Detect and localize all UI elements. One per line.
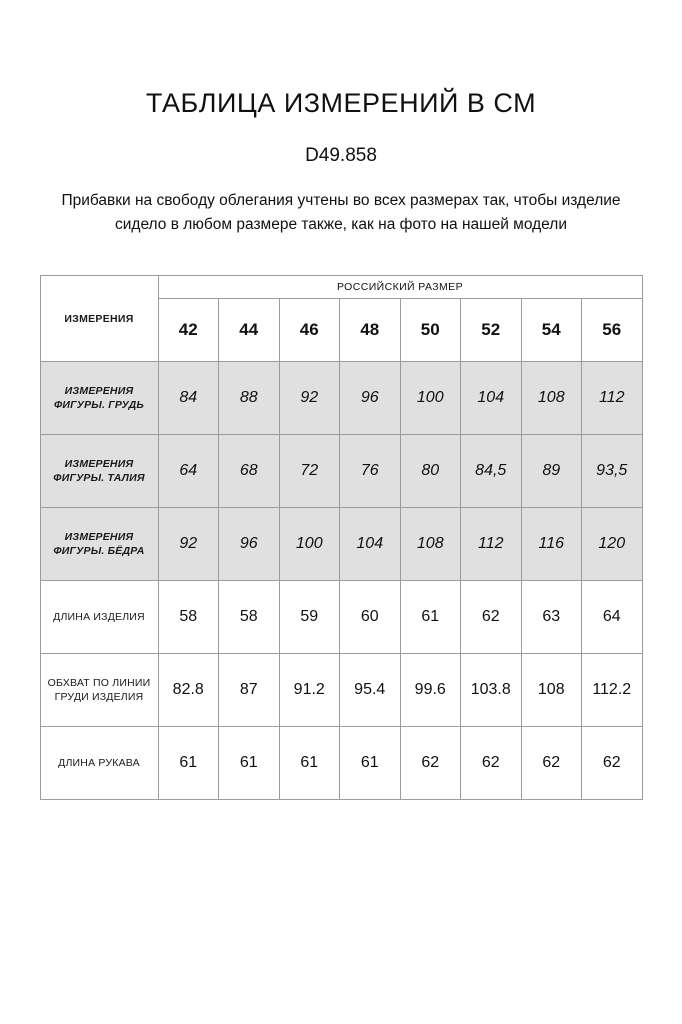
cell-value: 100 — [400, 362, 461, 435]
cell-value: 108 — [400, 508, 461, 581]
size-header-56: 56 — [582, 299, 643, 362]
cell-value: 96 — [340, 362, 401, 435]
cell-value: 95.4 — [340, 654, 401, 727]
row-label: ИЗМЕРЕНИЯ ФИГУРЫ. ТАЛИЯ — [40, 435, 158, 508]
size-table — [40, 275, 643, 800]
cell-value: 80 — [400, 435, 461, 508]
cell-value: 88 — [219, 362, 280, 435]
cell-value: 58 — [219, 581, 280, 654]
row-label: ИЗМЕРЕНИЯ ФИГУРЫ. БЁДРА — [40, 508, 158, 581]
table-group-header-row — [40, 276, 642, 299]
cell-value: 76 — [340, 435, 401, 508]
cell-value: 84 — [158, 362, 219, 435]
cell-value: 87 — [219, 654, 280, 727]
cell-value: 62 — [400, 727, 461, 800]
table-row — [40, 508, 642, 581]
table-row — [40, 654, 642, 727]
size-table-wrapper — [40, 275, 642, 800]
cell-value: 120 — [582, 508, 643, 581]
cell-value: 61 — [279, 727, 340, 800]
cell-value: 64 — [582, 581, 643, 654]
row-label: ИЗМЕРЕНИЯ ФИГУРЫ. ГРУДЬ — [40, 362, 158, 435]
cell-value: 60 — [340, 581, 401, 654]
cell-value: 68 — [219, 435, 280, 508]
article-code: D49.858 — [305, 145, 377, 166]
cell-value: 116 — [521, 508, 582, 581]
cell-value: 96 — [219, 508, 280, 581]
size-header-52: 52 — [461, 299, 522, 362]
cell-value: 112 — [582, 362, 643, 435]
cell-value: 108 — [521, 654, 582, 727]
cell-value: 92 — [158, 508, 219, 581]
cell-value: 104 — [340, 508, 401, 581]
cell-value: 61 — [219, 727, 280, 800]
cell-value: 103.8 — [461, 654, 522, 727]
cell-value: 61 — [158, 727, 219, 800]
cell-value: 112.2 — [582, 654, 643, 727]
size-header-50: 50 — [400, 299, 461, 362]
cell-value: 64 — [158, 435, 219, 508]
row-label: ДЛИНА РУКАВА — [40, 727, 158, 800]
measurements-header-cell: ИЗМЕРЕНИЯ — [40, 276, 158, 362]
row-label: ОБХВАТ ПО ЛИНИИ ГРУДИ ИЗДЕЛИЯ — [40, 654, 158, 727]
size-header-48: 48 — [340, 299, 401, 362]
cell-value: 89 — [521, 435, 582, 508]
russian-size-header-cell: РОССИЙСКИЙ РАЗМЕР — [158, 276, 642, 299]
cell-value: 91.2 — [279, 654, 340, 727]
cell-value: 104 — [461, 362, 522, 435]
table-row — [40, 581, 642, 654]
table-body — [40, 362, 642, 800]
cell-value: 72 — [279, 435, 340, 508]
table-row — [40, 435, 642, 508]
size-header-46: 46 — [279, 299, 340, 362]
cell-value: 62 — [521, 727, 582, 800]
cell-value: 61 — [400, 581, 461, 654]
cell-value: 108 — [521, 362, 582, 435]
cell-value: 93,5 — [582, 435, 643, 508]
cell-value: 99.6 — [400, 654, 461, 727]
cell-value: 58 — [158, 581, 219, 654]
cell-value: 61 — [340, 727, 401, 800]
cell-value: 63 — [521, 581, 582, 654]
row-label: ДЛИНА ИЗДЕЛИЯ — [40, 581, 158, 654]
size-header-44: 44 — [219, 299, 280, 362]
cell-value: 82.8 — [158, 654, 219, 727]
size-header-42: 42 — [158, 299, 219, 362]
cell-value: 62 — [461, 727, 522, 800]
cell-value: 62 — [461, 581, 522, 654]
table-head — [40, 276, 642, 362]
cell-value: 62 — [582, 727, 643, 800]
cell-value: 59 — [279, 581, 340, 654]
page-title: ТАБЛИЦА ИЗМЕРЕНИЙ В СМ — [145, 88, 537, 118]
cell-value: 112 — [461, 508, 522, 581]
fit-note: Прибавки на свободу облегания учтены во всех размерах так, чтобы изделие сидело в любом размере также, как на фото на нашей модели — [61, 192, 621, 233]
size-header-54: 54 — [521, 299, 582, 362]
table-row — [40, 362, 642, 435]
cell-value: 84,5 — [461, 435, 522, 508]
cell-value: 92 — [279, 362, 340, 435]
table-row — [40, 727, 642, 800]
cell-value: 100 — [279, 508, 340, 581]
